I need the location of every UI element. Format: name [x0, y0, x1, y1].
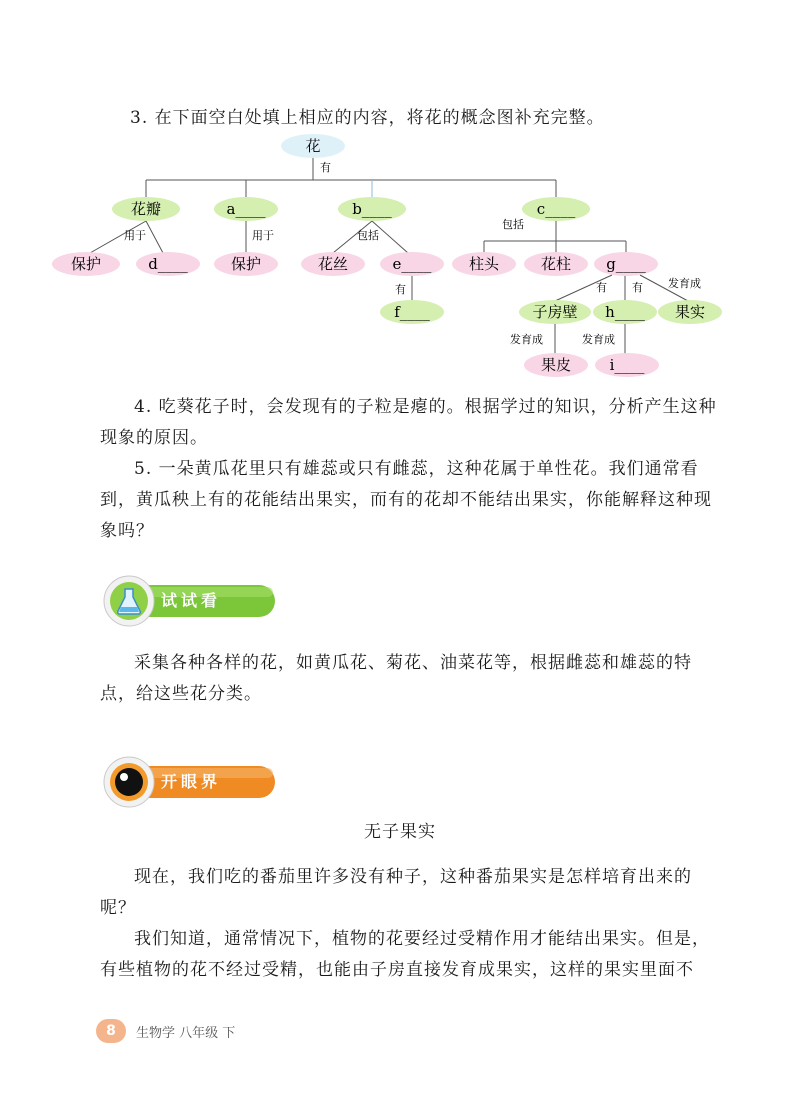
edge-label-a-use: 用于: [252, 229, 274, 242]
stigma-node-label: 柱头: [468, 255, 500, 273]
question-5: 5. 一朵黄瓜花里只有雄蕊或只有雌蕊，这种花属于单性花。我们通常看到，黄瓜秧上有的花能结出果实，而有的花却不能结出果实，你能解释这种现象吗？: [100, 459, 712, 541]
f-node-label: f____: [394, 303, 430, 321]
pericarp-node-label: 果皮: [540, 356, 572, 374]
question-3: 3. 在下面空白处填上相应的内容，将花的概念图补充完整。: [130, 108, 605, 128]
edge-label-petal-use: 用于: [124, 229, 146, 242]
edge-label-g-has-2: 有: [632, 281, 643, 294]
eye-opener-label: 开眼界: [161, 772, 222, 791]
edge-label-g-has-1: 有: [596, 281, 607, 294]
question-4: 4. 吃葵花子时，会发现有的子粒是瘪的。根据学过的知识，分析产生这种现象的原因。: [100, 397, 717, 448]
g-node-label: g____: [606, 255, 646, 273]
ovary-wall-node-label: 子房壁: [532, 303, 578, 321]
eye-opener-text-block: [100, 862, 720, 986]
filament-node-label: 花丝: [317, 255, 349, 273]
eye-opener-banner: [103, 756, 279, 808]
edge-label-g-develop: 发育成: [668, 277, 701, 290]
protect-node-2-label: 保护: [230, 255, 262, 273]
eye-opener-paragraph-1: 现在，我们吃的番茄里许多没有种子，这种番茄果实是怎样培育出来的呢？: [100, 867, 692, 918]
page-number: 8: [96, 1019, 126, 1043]
try-it-banner: [103, 575, 279, 627]
try-it-text: 采集各种各样的花，如黄瓜花、菊花、油菜花等，根据雌蕊和雄蕊的特点，给这些花分类。: [100, 653, 692, 704]
eye-opener-paragraph-2: 我们知道，通常情况下，植物的花要经过受精作用才能结出果实。但是，有些植物的花不经过受精，也能由子房直接发育成果实，这样的果实里面不: [100, 929, 710, 980]
section-subtitle: 无子果实: [364, 822, 436, 842]
a-node-label: a____: [226, 200, 266, 218]
h-node-label: h____: [605, 303, 645, 321]
try-it-text-block: [100, 648, 720, 710]
edge-label-h-develop: 发育成: [582, 333, 615, 346]
questions-block: [100, 392, 720, 547]
root-node-label: 花: [305, 137, 321, 155]
edge-label-b-include: 包括: [357, 229, 379, 242]
style-node-label: 花柱: [540, 255, 572, 273]
protect-node-1-label: 保护: [70, 255, 102, 273]
petal-node-label: 花瓣: [130, 200, 162, 218]
edge-label-ovary-wall-develop: 发育成: [510, 333, 543, 346]
try-it-label: 试试看: [161, 591, 222, 610]
i-node-label: i____: [609, 356, 645, 374]
d-node-label: d____: [148, 255, 188, 273]
c-node-label: c____: [536, 200, 576, 218]
root-edge-label: 有: [320, 161, 331, 174]
edge-label-e-has: 有: [395, 283, 406, 296]
book-title: 生物学 八年级 下: [136, 1026, 236, 1041]
e-node-label: e____: [392, 255, 432, 273]
fruit-node-label: 果实: [674, 303, 706, 321]
eye-icon: [115, 768, 143, 796]
b-node-label: b____: [352, 200, 392, 218]
flower-concept-map: [0, 125, 800, 385]
edge-label-c-include: 包括: [502, 218, 524, 231]
